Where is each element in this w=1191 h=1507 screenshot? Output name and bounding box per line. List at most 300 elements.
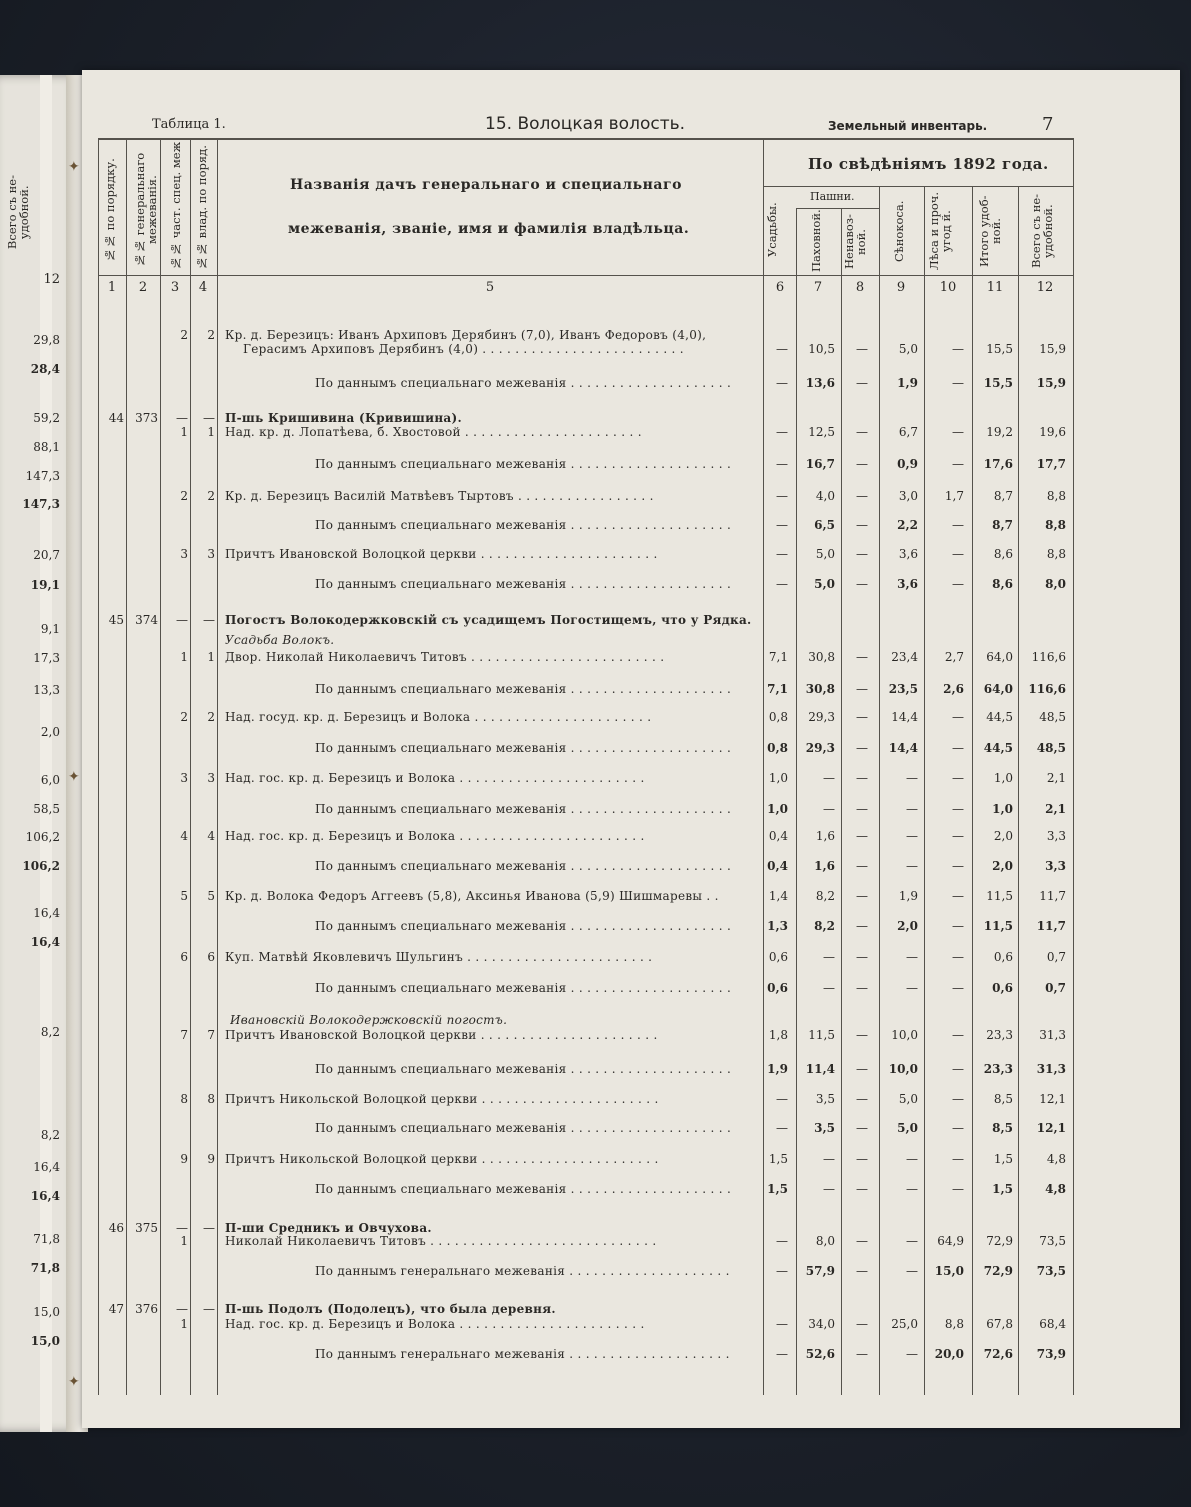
row-value: — [856, 342, 868, 356]
row-value: — [856, 1062, 868, 1076]
row-description: По даннымъ специальнаго межеванія . . . . . . . . . . . . . . . . . . . . [315, 518, 732, 532]
row-value: 72,9 [983, 1264, 1013, 1278]
left-page-value: 106,2 [25, 830, 60, 844]
row-value: — [952, 1092, 964, 1106]
row-value: — [856, 1092, 868, 1106]
row-description: По даннымъ генеральнаго межеванія . . . . . . . . . . . . . . . . . . . . [315, 1347, 730, 1361]
row-value: 2,6 [943, 682, 964, 696]
row-description: По даннымъ специальнаго межеванія . . . . . . . . . . . . . . . . . . . . [315, 741, 732, 755]
row-value: — [776, 1234, 788, 1248]
row-value: — [856, 950, 868, 964]
row-description: Причтъ Никольской Волоцкой церкви . . . . . . . . . . . . . . . . . . . . . . [225, 1152, 659, 1166]
left-page-value: 147,3 [22, 497, 60, 511]
row-description: Кр. д. Березицъ Василій Матвѣевъ Тыртовъ . . . . . . . . . . . . . . . . . [225, 489, 654, 503]
row-value: 44,5 [986, 710, 1013, 724]
row-value: — [952, 457, 964, 471]
column-number: 9 [896, 280, 906, 295]
row-value: 52,6 [805, 1347, 835, 1361]
row-description: Над. гос. кр. д. Березицъ и Волока . . . . . . . . . . . . . . . . . . . . . . . [225, 771, 645, 785]
row-owner-number: 5 [207, 889, 215, 903]
left-page-value: 15,0 [33, 1305, 60, 1319]
row-value: 2,2 [897, 518, 918, 532]
row-value: — [952, 859, 964, 873]
row-value: — [856, 1234, 868, 1248]
column-number: 10 [939, 280, 957, 295]
row-value: 23,5 [888, 682, 918, 696]
row-description: Куп. Матвѣй Яковлевичъ Шульгинъ . . . . . . . . . . . . . . . . . . . . . . . [225, 950, 653, 964]
row-value: 12,1 [1039, 1092, 1066, 1106]
row-value: — [856, 1317, 868, 1331]
row-value: — [906, 1264, 918, 1278]
row-value: 31,3 [1039, 1028, 1066, 1042]
row-owner-number: 1 [207, 425, 215, 439]
column-rule [160, 138, 161, 1395]
row-value: 1,5 [767, 1182, 788, 1196]
row-value: — [906, 1182, 918, 1196]
row-value: — [856, 829, 868, 843]
row-value: — [856, 1121, 868, 1135]
row-value: — [776, 489, 788, 503]
row-value: 0,6 [767, 981, 788, 995]
row-special-number: — [176, 1221, 188, 1235]
row-value: 11,4 [805, 1062, 835, 1076]
row-special-number: 9 [180, 1152, 188, 1166]
row-value: — [952, 889, 964, 903]
row-value: — [856, 425, 868, 439]
row-value: 1,6 [814, 859, 835, 873]
names-header-line2: межеванія, званіе, имя и фамилія владѣльца. [288, 221, 690, 237]
column-number: 12 [1036, 280, 1054, 295]
row-value: 5,0 [814, 577, 835, 591]
left-page-value: 88,1 [33, 440, 60, 454]
row-special-number: 7 [180, 1028, 188, 1042]
row-value: 48,5 [1039, 710, 1066, 724]
row-value: 116,6 [1031, 650, 1066, 664]
row-value: — [952, 376, 964, 390]
left-page-value: 15,0 [30, 1334, 60, 1348]
col-header-6: Усадьбы. [765, 202, 779, 258]
row-value: — [856, 859, 868, 873]
row-value: — [823, 1182, 835, 1196]
row-value: 11,5 [986, 889, 1013, 903]
row-order-number: 45 [108, 613, 124, 627]
row-special-number: 1 [180, 650, 188, 664]
row-value: — [856, 577, 868, 591]
row-description: Двор. Николай Николаевичъ Титовъ . . . . . . . . . . . . . . . . . . . . . . . . [225, 650, 665, 664]
row-value: — [952, 1028, 964, 1042]
row-description: По даннымъ специальнаго межеванія . . . . . . . . . . . . . . . . . . . . [315, 1062, 732, 1076]
row-value: — [823, 802, 835, 816]
row-value: — [856, 771, 868, 785]
row-value: 11,7 [1039, 889, 1066, 903]
left-page-value: 71,8 [33, 1232, 60, 1246]
row-order-number: 46 [108, 1221, 124, 1235]
row-special-number: 5 [180, 889, 188, 903]
row-description: По даннымъ специальнаго межеванія . . . . . . . . . . . . . . . . . . . . [315, 981, 732, 995]
row-value: 31,3 [1036, 1062, 1066, 1076]
left-page-value: 29,8 [33, 333, 60, 347]
row-value: 19,2 [986, 425, 1013, 439]
row-value: 3,3 [1046, 829, 1066, 843]
row-value: — [823, 981, 835, 995]
row-value: 6,7 [898, 425, 918, 439]
row-value: — [856, 1182, 868, 1196]
row-order-number: 44 [108, 411, 124, 425]
row-value: — [952, 771, 964, 785]
row-special-number: 6 [180, 950, 188, 964]
row-value: — [952, 919, 964, 933]
row-value: 2,7 [944, 650, 964, 664]
column-rule [879, 186, 880, 1395]
row-description: Погостъ Волокодержковскій съ усадищемъ Погостищемъ, что у Рядка. [225, 613, 752, 627]
row-value: 2,0 [993, 829, 1013, 843]
pashni-header: Пашни. [810, 190, 855, 203]
row-value: 57,9 [805, 1264, 835, 1278]
row-description: Кр. д. Березицъ: Иванъ Архиповъ Дерябинъ (7,0), Иванъ Федоровъ (4,0), [225, 328, 707, 342]
col-header-11: Итого удоб- ной. [977, 195, 1003, 267]
row-general-number: 375 [135, 1221, 158, 1235]
left-page-value: 2,0 [40, 725, 60, 739]
row-value: 5,0 [898, 1092, 918, 1106]
row-value: — [952, 741, 964, 755]
row-description: Над. госуд. кр. д. Березицъ и Волока . . . . . . . . . . . . . . . . . . . . . . [225, 710, 652, 724]
row-value: 0,6 [992, 981, 1013, 995]
row-value: 2,0 [992, 859, 1013, 873]
row-value: — [952, 981, 964, 995]
row-owner-number: — [203, 613, 215, 627]
row-value: 0,9 [897, 457, 918, 471]
row-special-number: 3 [180, 771, 188, 785]
row-value: 0,8 [768, 710, 788, 724]
row-value: 19,6 [1039, 425, 1066, 439]
left-page-value: 71,8 [30, 1261, 60, 1275]
row-description: Над. гос. кр. д. Березицъ и Волока . . . . . . . . . . . . . . . . . . . . . . . [225, 1317, 645, 1331]
section-label: Земельный инвентарь. [828, 119, 988, 133]
row-value: — [776, 342, 788, 356]
row-value: — [856, 650, 868, 664]
column-rule [924, 186, 925, 1395]
row-value: 1,7 [944, 489, 964, 503]
header-bottom-rule [98, 275, 1073, 276]
row-description: По даннымъ специальнаго межеванія . . . . . . . . . . . . . . . . . . . . [315, 802, 732, 816]
row-value: 8,2 [815, 889, 835, 903]
row-owner-number: 2 [207, 710, 215, 724]
col-header-8: Ненавоз- ной. [842, 214, 868, 270]
left-page-value: 16,4 [30, 1189, 60, 1203]
row-value: 1,5 [992, 1182, 1013, 1196]
row-value: 0,6 [993, 950, 1013, 964]
row-value: 12,5 [808, 425, 835, 439]
row-description: По даннымъ специальнаго межеванія . . . . . . . . . . . . . . . . . . . . [315, 1182, 732, 1196]
row-value: — [856, 1264, 868, 1278]
row-value: — [906, 981, 918, 995]
column-number: 2 [138, 280, 148, 295]
row-value: 3,3 [1045, 859, 1066, 873]
left-page-value: 16,4 [33, 906, 60, 920]
row-special-number: 1 [180, 1317, 188, 1331]
row-value: — [952, 950, 964, 964]
row-special-number: 2 [180, 328, 188, 342]
row-value: — [856, 489, 868, 503]
row-value: 4,0 [815, 489, 835, 503]
row-value: — [906, 1152, 918, 1166]
row-value: 16,7 [805, 457, 835, 471]
row-value: — [776, 1347, 788, 1361]
row-value: 64,9 [937, 1234, 964, 1248]
column-rule [1073, 138, 1074, 1395]
row-value: 1,0 [993, 771, 1013, 785]
left-page-value: 6,0 [40, 773, 60, 787]
row-special-number: 2 [180, 489, 188, 503]
row-description: По даннымъ генеральнаго межеванія . . . . . . . . . . . . . . . . . . . . [315, 1264, 730, 1278]
row-value: 0,8 [767, 741, 788, 755]
row-value: — [952, 802, 964, 816]
row-value: 0,7 [1046, 950, 1066, 964]
row-value: 1,8 [768, 1028, 788, 1042]
left-page-value: 147,3 [25, 469, 60, 483]
row-value: 10,0 [888, 1062, 918, 1076]
row-value: — [906, 1234, 918, 1248]
row-value: 34,0 [808, 1317, 835, 1331]
row-special-number: — [176, 411, 188, 425]
row-value: — [952, 1182, 964, 1196]
column-rule [126, 138, 127, 1395]
row-value: 72,6 [983, 1347, 1013, 1361]
left-page-value: 16,4 [33, 1160, 60, 1174]
row-special-number: — [176, 1302, 188, 1316]
row-value: 8,6 [992, 577, 1013, 591]
row-value: — [952, 829, 964, 843]
row-value: — [856, 889, 868, 903]
row-value: 1,6 [815, 829, 835, 843]
column-number: 5 [485, 280, 495, 295]
row-value: 23,3 [986, 1028, 1013, 1042]
row-general-number: 373 [135, 411, 158, 425]
row-value: — [856, 518, 868, 532]
row-value: — [906, 1347, 918, 1361]
row-description: Герасимъ Архиповъ Дерябинъ (4,0) . . . . . . . . . . . . . . . . . . . . . . . . . [243, 342, 684, 356]
table-top-rule [98, 138, 1073, 140]
row-owner-number: 3 [207, 547, 215, 561]
row-value: 8,8 [1045, 518, 1066, 532]
column-rule [763, 138, 764, 1395]
row-owner-number: 7 [207, 1028, 215, 1042]
row-value: — [952, 547, 964, 561]
left-col-header: Всего съ не- удобной. [5, 175, 31, 250]
row-value: 8,7 [992, 518, 1013, 532]
row-description: Над. гос. кр. д. Березицъ и Волока . . . . . . . . . . . . . . . . . . . . . . . [225, 829, 645, 843]
row-value: — [856, 802, 868, 816]
row-value: 4,8 [1045, 1182, 1066, 1196]
row-value: — [776, 577, 788, 591]
row-description: По даннымъ специальнаго межеванія . . . . . . . . . . . . . . . . . . . . [315, 1121, 732, 1135]
row-description: По даннымъ специальнаго межеванія . . . . . . . . . . . . . . . . . . . . [315, 457, 732, 471]
col-header-7: Паховной. [809, 209, 823, 272]
row-value: — [823, 950, 835, 964]
binding-thread-icon: ✦ [68, 1374, 80, 1390]
group-header-rule [763, 186, 1073, 187]
page-number: 7 [1042, 114, 1054, 135]
row-special-number: 3 [180, 547, 188, 561]
column-rule [1018, 186, 1019, 1395]
row-value: — [856, 919, 868, 933]
row-value: 25,0 [891, 1317, 918, 1331]
row-value: 1,5 [768, 1152, 788, 1166]
row-value: 4,8 [1046, 1152, 1066, 1166]
page-title: 15. Волоцкая волость. [485, 114, 686, 134]
row-description: Николай Николаевичъ Титовъ . . . . . . . . . . . . . . . . . . . . . . . . . . . . [225, 1234, 657, 1248]
row-owner-number: 1 [207, 650, 215, 664]
row-owner-number: — [203, 1302, 215, 1316]
row-value: — [952, 577, 964, 591]
row-value: — [856, 710, 868, 724]
row-value: 5,0 [898, 342, 918, 356]
left-page-value: 13,3 [33, 683, 60, 697]
left-page-value: 106,2 [22, 859, 60, 873]
row-value: 17,6 [983, 457, 1013, 471]
row-value: 0,4 [768, 829, 788, 843]
row-value: 8,6 [993, 547, 1013, 561]
row-value: — [952, 425, 964, 439]
row-owner-number: — [203, 1221, 215, 1235]
row-special-number: — [176, 613, 188, 627]
binding-thread-icon: ✦ [68, 159, 80, 175]
row-value: 8,5 [993, 1092, 1013, 1106]
column-number: 6 [775, 280, 785, 295]
column-rule [190, 138, 191, 1395]
row-description: П-шь Кришивина (Кривишина). [225, 411, 462, 425]
row-value: 29,3 [808, 710, 835, 724]
row-value: 12,1 [1036, 1121, 1066, 1135]
column-number: 8 [855, 280, 865, 295]
column-number: 3 [170, 280, 180, 295]
left-page-value: 28,4 [30, 362, 60, 376]
row-value: 10,5 [808, 342, 835, 356]
row-description: Кр. д. Волока Федоръ Аггеевъ (5,8), Аксинья Иванова (5,9) Шишмаревы . . [225, 889, 719, 903]
row-value: — [823, 771, 835, 785]
left-page-value: 8,2 [40, 1128, 60, 1142]
row-value: 15,5 [986, 342, 1013, 356]
row-general-number: 374 [135, 613, 158, 627]
row-special-number: 1 [180, 1234, 188, 1248]
row-value: 30,8 [808, 650, 835, 664]
column-rule [972, 186, 973, 1395]
row-value: 67,8 [986, 1317, 1013, 1331]
row-value: — [906, 802, 918, 816]
row-value: 2,0 [897, 919, 918, 933]
row-value: — [776, 547, 788, 561]
row-value: — [776, 457, 788, 471]
names-header-line1: Названія дачъ генеральнаго и специальнаго [290, 177, 682, 193]
column-rule [98, 138, 99, 1395]
left-page-value: 20,7 [33, 548, 60, 562]
row-value: — [776, 518, 788, 532]
row-value: 72,9 [986, 1234, 1013, 1248]
row-value: 5,0 [815, 547, 835, 561]
row-value: 7,1 [767, 682, 788, 696]
row-value: 1,5 [993, 1152, 1013, 1166]
row-value: 30,8 [805, 682, 835, 696]
row-value: 0,7 [1045, 981, 1066, 995]
row-value: — [776, 1092, 788, 1106]
left-page-value: 16,4 [30, 935, 60, 949]
row-value: 8,8 [1046, 547, 1066, 561]
row-value: 29,3 [805, 741, 835, 755]
group-header-1892: По свѣдѣніямъ 1892 года. [808, 155, 1049, 173]
col-header-10: Лѣса и проч. угод й. [927, 192, 953, 271]
row-value: 48,5 [1036, 741, 1066, 755]
row-value: — [856, 981, 868, 995]
row-value: 17,7 [1036, 457, 1066, 471]
row-owner-number: 3 [207, 771, 215, 785]
col-header-4: №№ влад. по поряд. [195, 145, 209, 270]
row-value: — [776, 1121, 788, 1135]
row-value: 3,6 [898, 547, 918, 561]
row-value: — [906, 829, 918, 843]
row-value: 2,1 [1046, 771, 1066, 785]
row-value: 1,0 [768, 771, 788, 785]
row-special-number: 2 [180, 710, 188, 724]
row-value: 0,6 [768, 950, 788, 964]
column-rule [796, 208, 797, 1395]
binding-thread-icon: ✦ [68, 769, 80, 785]
row-value: 8,8 [1046, 489, 1066, 503]
row-value: 1,3 [767, 919, 788, 933]
row-value: — [906, 950, 918, 964]
column-number: 7 [813, 280, 823, 295]
row-description: П-ши Средникъ и Овчухова. [225, 1221, 432, 1235]
col-header-12: Всего съ не- удобной. [1029, 193, 1055, 269]
left-page-value: 8,2 [40, 1025, 60, 1039]
row-value: — [952, 1152, 964, 1166]
row-description: По даннымъ специальнаго межеванія . . . . . . . . . . . . . . . . . . . . [315, 919, 732, 933]
row-value: 68,4 [1039, 1317, 1066, 1331]
row-description: По даннымъ специальнаго межеванія . . . . . . . . . . . . . . . . . . . . [315, 682, 732, 696]
row-value: 6,5 [814, 518, 835, 532]
row-value: — [952, 342, 964, 356]
row-value: 20,0 [934, 1347, 964, 1361]
column-number: 1 [107, 280, 117, 295]
row-value: 5,0 [897, 1121, 918, 1135]
row-value: 0,4 [767, 859, 788, 873]
row-value: — [856, 1028, 868, 1042]
row-value: 64,0 [983, 682, 1013, 696]
row-value: 8,0 [1045, 577, 1066, 591]
row-value: 3,6 [897, 577, 918, 591]
row-value: 1,9 [767, 1062, 788, 1076]
col-header-1: №№ по порядку. [103, 158, 117, 262]
row-special-number: 1 [180, 425, 188, 439]
left-page-value: 19,1 [30, 578, 60, 592]
row-value: 15,9 [1036, 376, 1066, 390]
row-value: 14,4 [888, 741, 918, 755]
row-owner-number: 4 [207, 829, 215, 843]
row-owner-number: 9 [207, 1152, 215, 1166]
row-value: 15,0 [934, 1264, 964, 1278]
row-value: 3,0 [898, 489, 918, 503]
row-owner-number: — [203, 411, 215, 425]
row-value: — [776, 425, 788, 439]
column-rule [217, 138, 218, 1395]
row-value: — [776, 1317, 788, 1331]
row-general-number: 376 [135, 1302, 158, 1316]
row-value: 64,0 [986, 650, 1013, 664]
row-description: По даннымъ специальнаго межеванія . . . . . . . . . . . . . . . . . . . . [315, 859, 732, 873]
row-value: — [906, 859, 918, 873]
row-value: — [856, 457, 868, 471]
row-value: 3,5 [814, 1121, 835, 1135]
left-page-value: 59,2 [33, 411, 60, 425]
